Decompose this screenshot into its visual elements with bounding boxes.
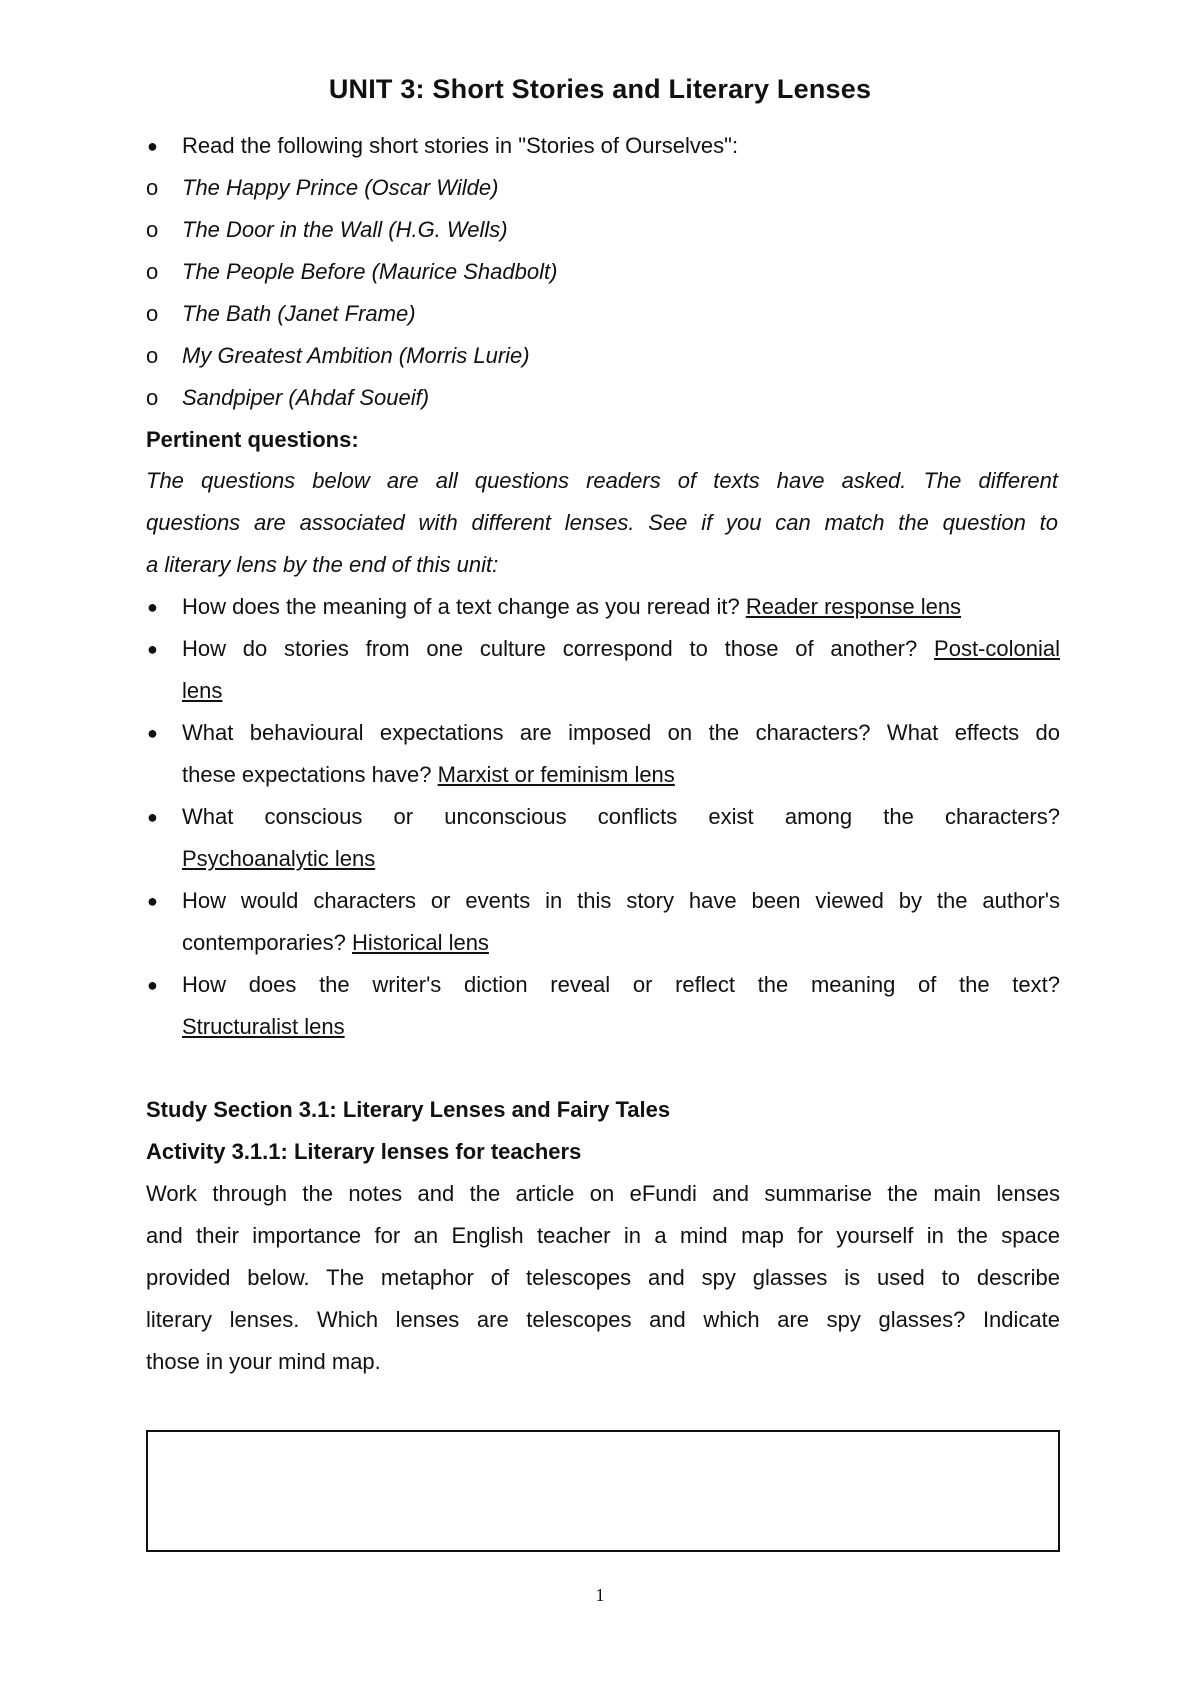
intro-bullet-text: Read the following short stories in "Stories of Ourselves":: [182, 133, 739, 158]
sub-bullet-marker: o: [146, 259, 159, 284]
bullet-icon: ●: [147, 723, 158, 743]
bullet-icon: ●: [147, 807, 158, 827]
bullet-icon: ●: [147, 891, 158, 911]
story-item: The Bath (Janet Frame): [182, 301, 416, 326]
question-item: [182, 634, 1060, 664]
story-item: The Happy Prince (Oscar Wilde): [182, 175, 499, 200]
question-text: How would characters or events in this story have been viewed by the author's: [182, 888, 1060, 913]
question-item: [182, 592, 961, 622]
activity-text-line: literary lenses. Which lenses are telescopes and which are spy glasses? Indicate: [146, 1307, 1060, 1332]
activity-text-line: Work through the notes and the article on eFundi and summarise the main lenses: [146, 1181, 1060, 1206]
sub-bullet-marker: o: [146, 217, 159, 242]
question-text: How do stories from one culture correspond to those of another?: [182, 636, 918, 661]
question-text: What conscious or unconscious conflicts exist among the characters?: [182, 804, 1060, 829]
mind-map-answer-box[interactable]: [146, 1430, 1060, 1552]
question-item: [182, 928, 489, 958]
study-section-heading: Study Section 3.1: Literary Lenses and Fairy Tales: [146, 1097, 671, 1122]
page-number: 1: [595, 1585, 605, 1605]
sub-bullet-marker: o: [146, 385, 159, 410]
story-item: My Greatest Ambition (Morris Lurie): [182, 343, 530, 368]
pertinent-intro-line: questions are associated with different lenses. See if you can match the question to: [146, 510, 1058, 535]
question-text: What behavioural expectations are imposed on the characters? What effects do: [182, 720, 1060, 745]
lens-label: Post-colonial: [934, 636, 1060, 661]
story-item: Sandpiper (Ahdaf Soueif): [182, 385, 430, 410]
bullet-icon: ●: [147, 639, 158, 659]
pertinent-heading: Pertinent questions:: [146, 427, 359, 452]
pertinent-intro-line: a literary lens by the end of this unit:: [146, 552, 499, 577]
question-text: How does the writer's diction reveal or reflect the meaning of the text?: [182, 972, 1060, 997]
page-title: UNIT 3: Short Stories and Literary Lenses: [328, 74, 872, 104]
activity-text-line: provided below. The metaphor of telescopes and spy glasses is used to describe: [146, 1265, 1060, 1290]
bullet-icon: ●: [147, 597, 158, 617]
activity-text-line: and their importance for an English teacher in a mind map for yourself in the space: [146, 1223, 1060, 1248]
lens-label: lens: [182, 678, 223, 703]
lens-label: Psychoanalytic lens: [182, 846, 376, 871]
lens-label: Reader response lens: [745, 594, 962, 619]
pertinent-intro-line: The questions below are all questions readers of texts have asked. The different: [146, 468, 1058, 493]
sub-bullet-marker: o: [146, 175, 159, 200]
activity-text-line: those in your mind map.: [146, 1349, 381, 1374]
bullet-icon: ●: [147, 136, 158, 156]
lens-label: Structuralist lens: [182, 1014, 345, 1039]
question-text: How does the meaning of a text change as you reread it?: [182, 594, 740, 619]
question-text: contemporaries?: [182, 930, 346, 955]
lens-label: Historical lens: [352, 930, 489, 955]
question-item: [182, 760, 675, 790]
question-text: these expectations have?: [182, 762, 432, 787]
sub-bullet-marker: o: [146, 301, 159, 326]
story-item: The Door in the Wall (H.G. Wells): [182, 217, 508, 242]
lens-label: Marxist or feminism lens: [437, 762, 675, 787]
sub-bullet-marker: o: [146, 343, 159, 368]
story-item: The People Before (Maurice Shadbolt): [182, 259, 558, 284]
activity-heading: Activity 3.1.1: Literary lenses for teachers: [146, 1139, 582, 1164]
bullet-icon: ●: [147, 975, 158, 995]
